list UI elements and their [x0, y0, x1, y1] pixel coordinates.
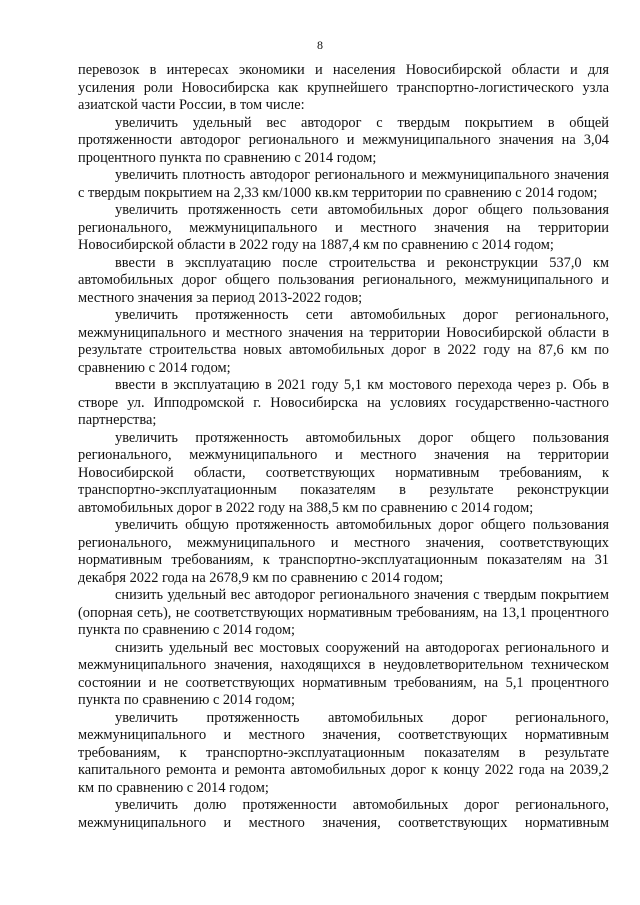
list-item: ввести в эксплуатацию в 2021 году 5,1 км мостового перехода через р. Обь в створе ул. Ипподромской г. Новосибирска на условиях государственно-частного партнерства; [78, 377, 609, 428]
list-item: снизить удельный вес мостовых сооружений на автодорогах регионального и межмуниципального значения, находящихся в неудовлетворительном техническом состоянии и не соответствующих нормативным требованиям, на 5,1 процентного пункта по сравнению с 2014 годом; [78, 639, 609, 708]
list-item: увеличить плотность автодорог регионального и межмуниципального значения с твердым покрытием на 2,33 км/1000 кв.км территории по сравнению с 2014 годом; [78, 167, 609, 201]
list-item: увеличить протяженность автомобильных дорог регионального, межмуниципального и местного значения, соответствующих нормативным требованиям, к транспортно-эксплуатационным показателям в результате капитального ремонта и ремонта автомобильных дорог к концу 2022 года на 2039,2 км по сравнению с 2014 годом; [78, 709, 609, 796]
list-item: увеличить удельный вес автодорог с твердым покрытием в общей протяженности автодорог регионального и межмуниципального значения на 3,04 процентного пункта по сравнению с 2014 годом; [78, 114, 609, 166]
page-number: 8 [317, 38, 323, 52]
list-item-continued: увеличить долю протяженности автомобильных дорог регионального, межмуниципального и местного значения, соответствующих нормативным [78, 797, 609, 831]
document-body [78, 62, 609, 832]
list-item: увеличить протяженность сети автомобильных дорог регионального, межмуниципального и местного значения на территории Новосибирской области в результате строительства новых автомобильных дорог в 2022 году на 87,6 км по сравнению с 2014 годом; [78, 307, 609, 376]
list-item: увеличить общую протяженность автомобильных дорог общего пользования регионального, межмуниципального и местного значения, соответствующих нормативным требованиям, к транспортно-эксплуатационным показателям на 31 декабря 2022 года на 2678,9 км по сравнению с 2014 годом; [78, 517, 609, 586]
list-item: увеличить протяженность сети автомобильных дорог общего пользования регионального, межмуниципального и местного значения на территории Новосибирской области в 2022 году на 1887,4 км по сравнению с 2014 годом; [78, 202, 609, 253]
list-item: снизить удельный вес автодорог регионального значения с твердым покрытием (опорная сеть), не соответствующих нормативным требованиям, на 13,1 процентного пункта по сравнению с 2014 годом; [78, 587, 609, 638]
list-item: увеличить протяженность автомобильных дорог общего пользования регионального, межмуниципального и местного значения на территории Новосибирской области, соответствующих нормативным требованиям, к транспортно-эксплуатационным показателям в результате реконструкции автомобильных дорог в 2022 году на 388,5 км по сравнению с 2014 годом; [78, 429, 609, 516]
list-item: ввести в эксплуатацию после строительства и реконструкции 537,0 км автомобильных дорог общего пользования регионального, межмуниципального и местного значения за период 2013-2022 годов; [78, 254, 609, 306]
paragraph-intro-continuation: перевозок в интересах экономики и населения Новосибирской области и для усиления роли Новосибирска как крупнейшего транспортно-логистического узла азиатской части России, в том числе: [78, 62, 609, 113]
